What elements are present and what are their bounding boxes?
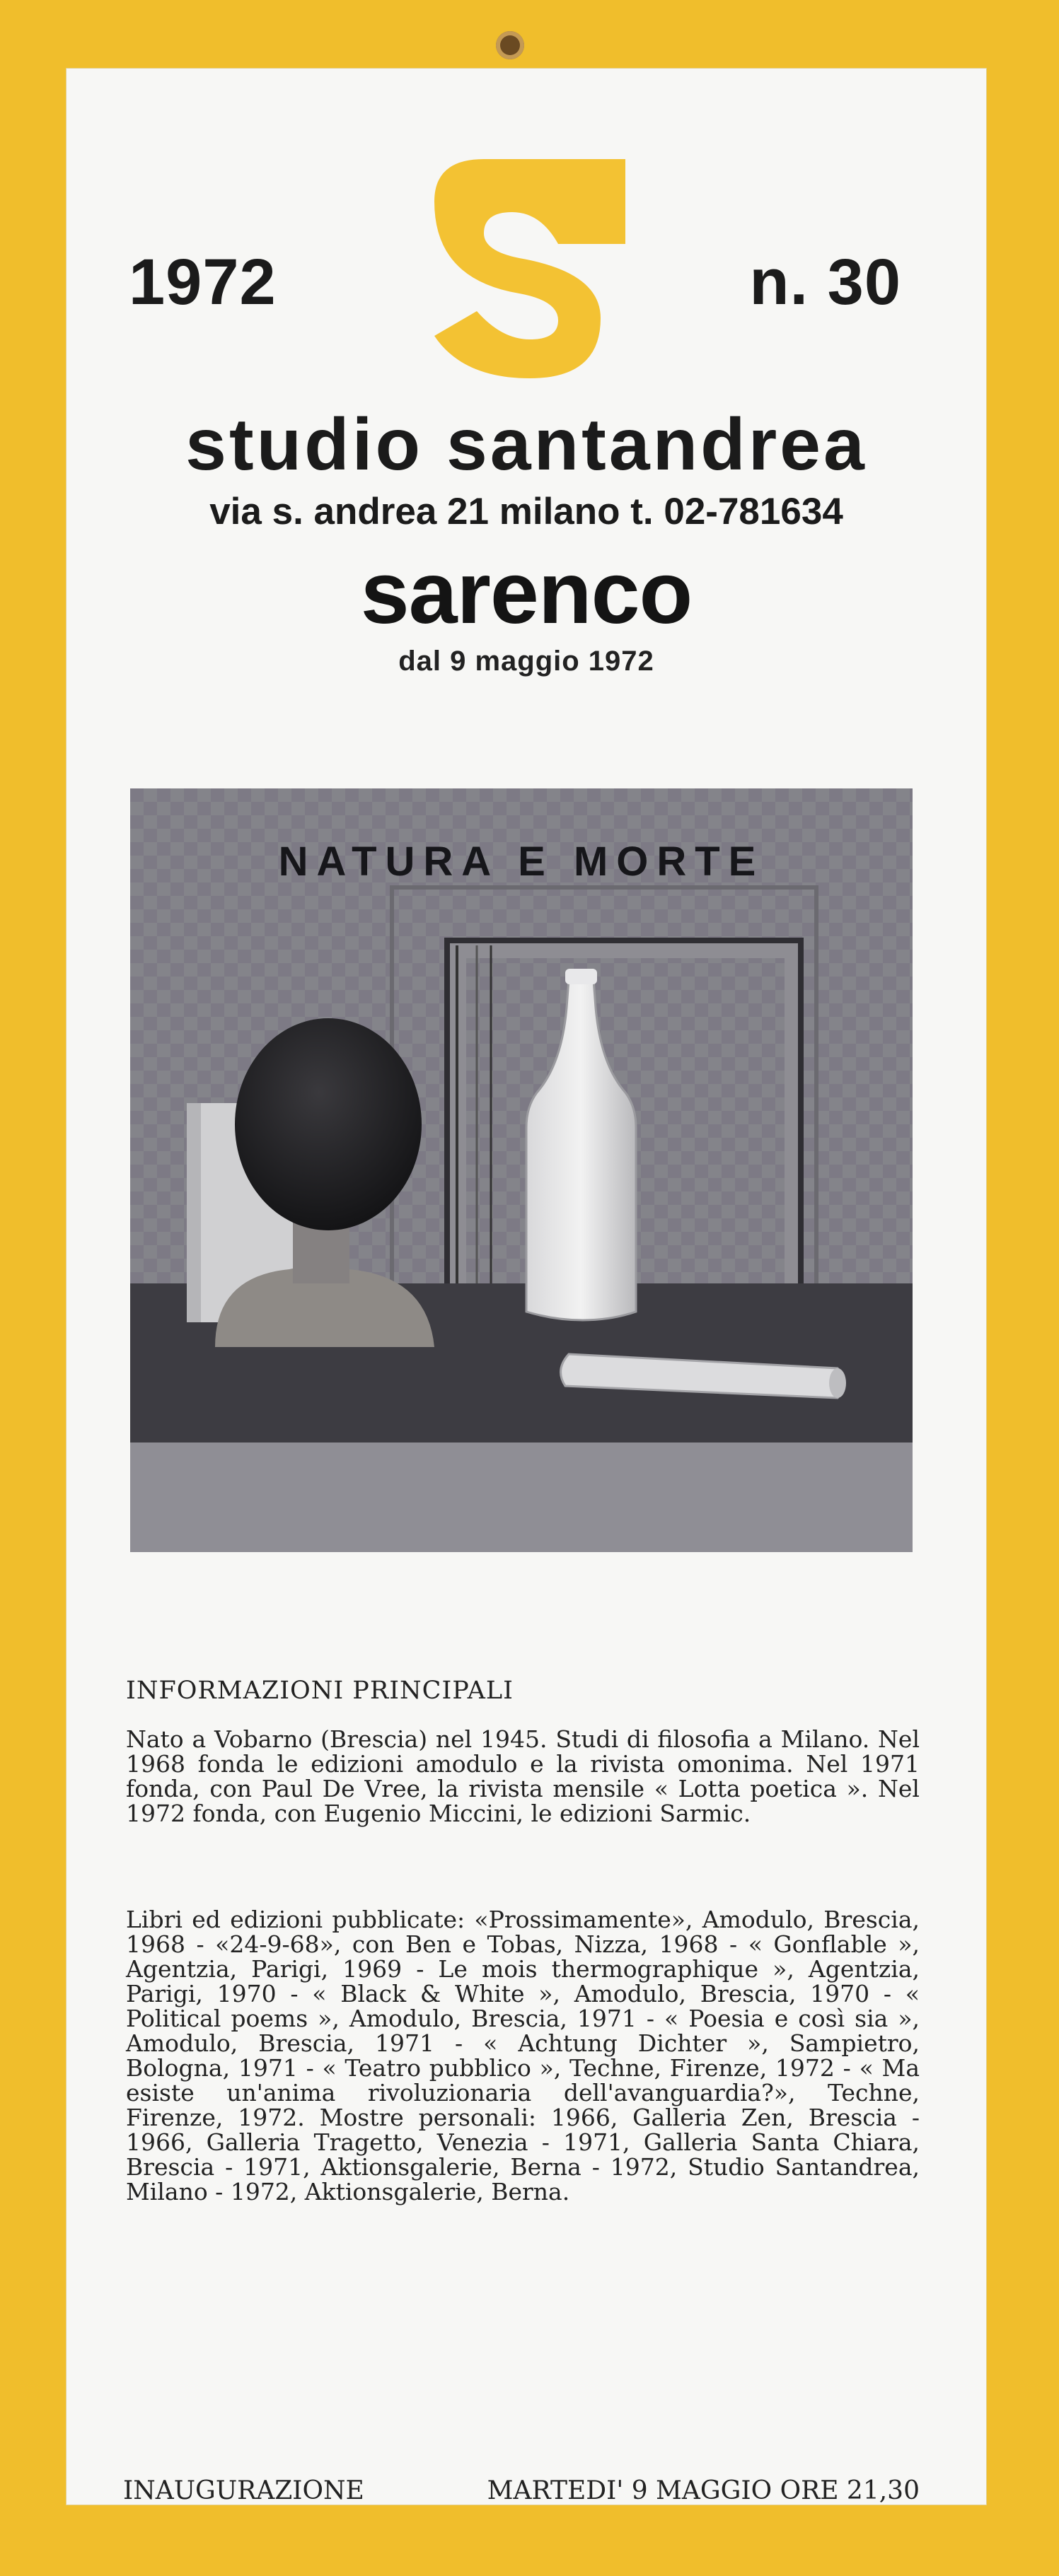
santandrea-s-logo-icon [434,159,625,378]
publications-and-exhibitions: Libri ed edizioni pubblicate: «Prossimamente», Amodulo, Brescia, 1968 - «24-9-68», con Ben e Tobas, Nizza, 1968 - « Gonflable », Agentzia, Parigi, 1969 - Le mois thermographique », Agentzia, Parigi, 1970 - « Black & White », Amodulo, Brescia, 1970 - « Political poems », Amodulo, Brescia, 1971 - « Poesia e così sia », Amodulo, Brescia, 1971 - « Achtung Dichter », Sampietro, Bologna, 1971 - « Teatro pubblico », Techne, Firenze, 1972 - « Ma esiste un'anima rivoluzionaria dell'avanguardia?», Techne, Firenze, 1972. Mostre personali: 1966, Galleria Zen, Brescia - 1966, Galleria Tragetto, Venezia - 1971, Galleria Santa Chiara, Brescia - 1971, Aktionsgalerie, Berna - 1972, Studio Santandrea, Milano - 1972, Aktionsgalerie, Berna. [126,1906,920,2205]
artist-biography: Nato a Vobarno (Brescia) nel 1945. Studi di filosofia a Milano. Nel 1968 fonda le edizioni amodulo e la rivista omonima. Nel 1971 fonda, con Paul De Vree, la rivista mensile « Lotta poetica ». Nel 1972 fonda, con Eugenio Miccini, le edizioni Sarmic. [126,1725,920,1827]
issue-number: n. 30 [749,246,901,318]
still-life-illustration [130,788,913,1552]
invitation-card [66,69,986,2505]
gallery-address: via s. andrea 21 milano t. 02-781634 [209,491,843,532]
exhibition-date: dal 9 maggio 1972 [398,646,654,677]
artwork-image [130,788,913,1552]
opening-details: MARTEDI' 9 MAGGIO ORE 21,30 [487,2476,920,2505]
opening-footer [123,2476,920,2505]
year: 1972 [129,246,277,318]
hanging-hole [496,31,524,59]
opening-label: INAUGURAZIONE [123,2476,364,2505]
gallery-name: studio santandrea [185,404,867,486]
artwork-title: NATURA E MORTE [278,839,765,885]
artist-name: sarenco [360,544,693,642]
section-heading: INFORMAZIONI PRINCIPALI [126,1677,514,1705]
